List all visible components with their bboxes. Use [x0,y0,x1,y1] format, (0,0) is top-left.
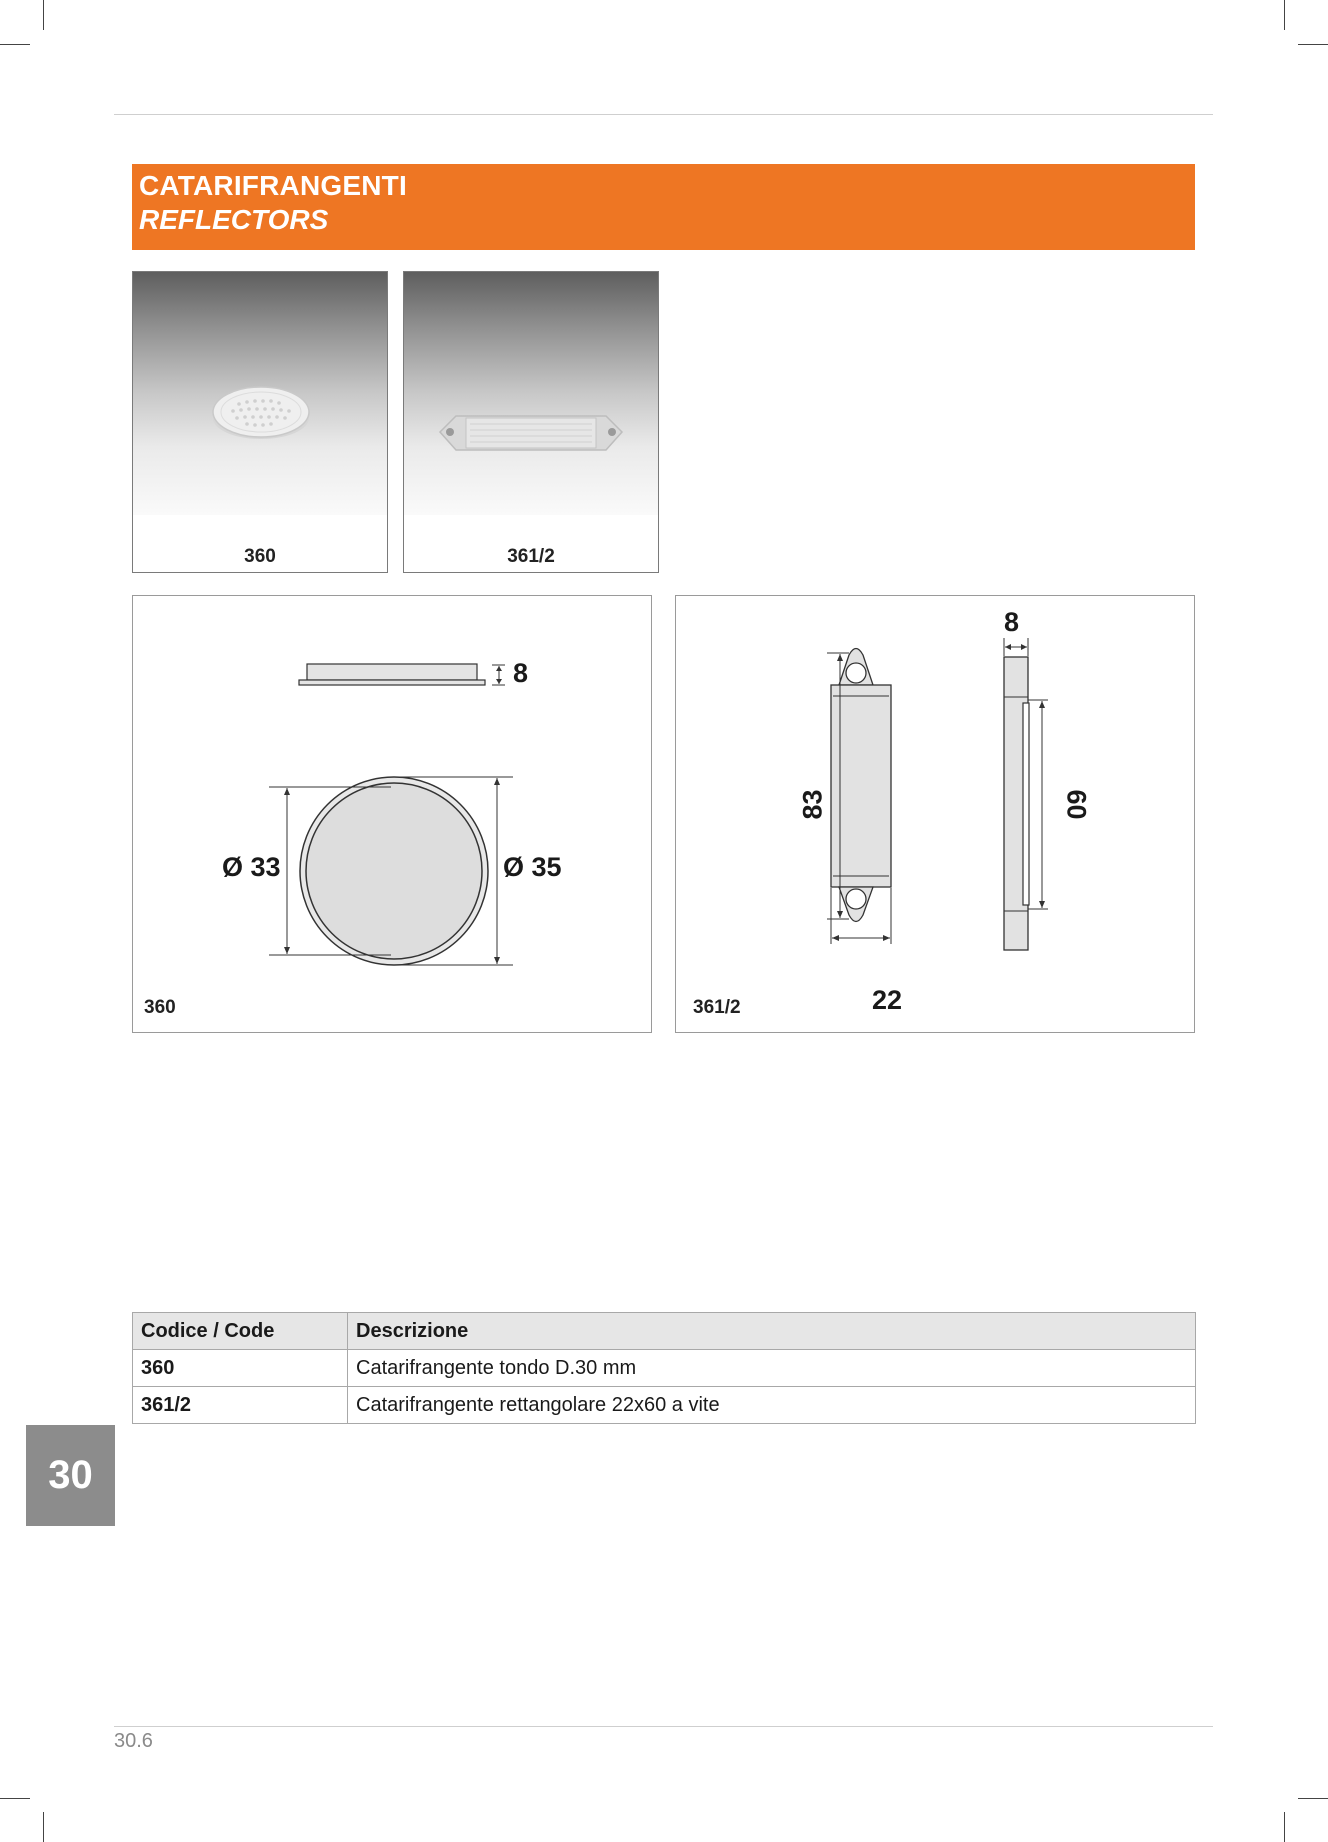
round-reflector-drawing [133,596,651,1032]
round-reflector-photo [209,382,313,442]
header-rule [114,114,1213,115]
section-banner [132,164,1195,250]
table-cell-code: 360 [133,1350,348,1387]
crop-mark [1284,0,1285,30]
product-table [132,1312,1196,1424]
crop-mark [1284,1812,1285,1842]
drawing-code-361-2: 361/2 [693,997,741,1018]
page-number: 30.6 [114,1730,153,1752]
section-tab: 30 [26,1425,115,1526]
table-cell-description: Catarifrangente rettangolare 22x60 a vite [348,1387,1196,1424]
rectangular-reflector-drawing [676,596,1194,1032]
photo-code-361-2: 361/2 [507,546,555,567]
table-row [133,1350,1196,1387]
crop-mark [0,1798,30,1799]
crop-mark [0,44,30,45]
dim-thickness-361-2: 8 [1004,607,1020,637]
crop-mark [1298,1798,1328,1799]
dim-length-361-2: 83 [797,789,828,820]
dim-thickness-360: 8 [513,658,529,688]
table-row [133,1387,1196,1424]
dim-width-361-2: 22 [872,985,903,1015]
footer-rule [114,1726,1213,1727]
technical-drawing-360 [132,595,652,1033]
table-header-row [133,1313,1196,1350]
crop-mark [1298,44,1328,45]
section-title-en: REFLECTORS [139,204,329,235]
dim-inner-diameter: Ø 33 [222,852,281,882]
drawing-code-360: 360 [144,997,176,1018]
table-cell-code: 361/2 [133,1387,348,1424]
section-title-it: CATARIFRANGENTI [139,170,407,201]
dim-hole-spacing: 60 [1061,789,1092,820]
dim-outer-diameter: Ø 35 [503,852,562,882]
photo-code-360: 360 [244,546,276,567]
table-header-description: Descrizione [348,1313,1196,1350]
rectangular-reflector-photo [436,410,626,458]
product-photo-360 [132,271,388,573]
technical-drawing-361-2 [675,595,1195,1033]
crop-mark [43,1812,44,1842]
crop-mark [43,0,44,30]
table-cell-description: Catarifrangente tondo D.30 mm [348,1350,1196,1387]
table-header-code: Codice / Code [133,1313,348,1350]
product-photo-361-2 [403,271,659,573]
